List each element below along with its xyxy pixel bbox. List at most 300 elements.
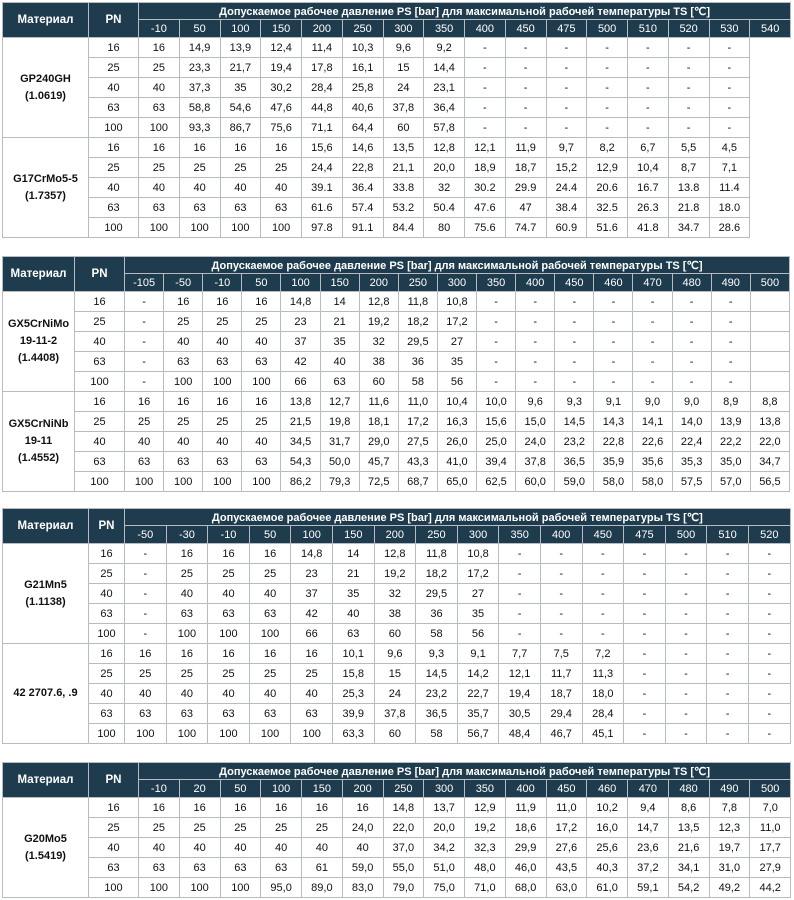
temperature-header: 100 <box>261 780 302 798</box>
temperature-header: 350 <box>465 780 506 798</box>
pressure-cell: 27,6 <box>546 838 587 858</box>
pn-header: PN <box>89 763 139 798</box>
pressure-cell: 26.3 <box>628 198 669 218</box>
pressure-cell: 25 <box>203 412 242 432</box>
pressure-cell: 16 <box>125 644 167 664</box>
pressure-cell: 40 <box>166 684 208 704</box>
pressure-cell: 12,1 <box>465 138 506 158</box>
pn-cell: 25 <box>89 564 125 584</box>
pressure-cell <box>750 292 789 312</box>
temperature-header: -10 <box>139 20 180 38</box>
pressure-cell: 33.8 <box>383 178 424 198</box>
pressure-cell: 25 <box>249 564 291 584</box>
pn-cell: 63 <box>75 352 125 372</box>
temperature-header: 500 <box>750 780 791 798</box>
pressure-cell: 63 <box>208 604 250 624</box>
pressure-cell: 25 <box>179 818 220 838</box>
pressure-cell: - <box>582 584 624 604</box>
pressure-cell: 17,2 <box>398 412 437 432</box>
pressure-cell: 63 <box>139 858 180 878</box>
pressure-cell: - <box>665 624 707 644</box>
pressure-cell: 37 <box>281 332 320 352</box>
temperature-header: 50 <box>179 20 220 38</box>
pressure-cell: 100 <box>249 624 291 644</box>
pressure-cell: 22,7 <box>457 684 499 704</box>
material-name-line: (1.1138) <box>25 595 66 608</box>
pressure-cell <box>750 352 789 372</box>
pressure-cell: 63 <box>261 198 302 218</box>
pressure-cell: 100 <box>179 878 220 898</box>
pn-cell: 40 <box>89 178 139 198</box>
pressure-cell: - <box>125 352 164 372</box>
temperature-header: 150 <box>302 780 343 798</box>
pressure-cell: 16 <box>203 292 242 312</box>
pressure-cell: 100 <box>220 218 261 238</box>
pressure-cell: 19,2 <box>374 564 416 584</box>
temperature-header: 470 <box>633 274 672 292</box>
pressure-cell: 25 <box>164 312 203 332</box>
pressure-cell: - <box>582 604 624 624</box>
temperature-header: 250 <box>383 780 424 798</box>
table-row <box>3 472 790 492</box>
pressure-cell: 47,6 <box>261 98 302 118</box>
pressure-cell: - <box>125 604 167 624</box>
pn-cell: 25 <box>89 58 139 78</box>
pressure-cell: 63 <box>179 858 220 878</box>
temperature-header: 510 <box>628 20 669 38</box>
pressure-cell: 54,2 <box>668 878 709 898</box>
pressure-cell: 23,6 <box>628 838 669 858</box>
pressure-cell: 7,8 <box>709 798 750 818</box>
material-header: Материал <box>3 3 89 38</box>
pressure-cell: 25,8 <box>342 78 383 98</box>
pressure-cell: 63 <box>203 452 242 472</box>
pressure-cell: 35,0 <box>711 452 750 472</box>
table-row <box>3 198 791 218</box>
material-name-line: 19-11 <box>24 435 53 447</box>
pressure-cell: 4,5 <box>709 138 750 158</box>
temperature-header: 450 <box>582 526 624 544</box>
pressure-cell: 80 <box>424 218 465 238</box>
pressure-table-2 <box>2 256 790 492</box>
pressure-cell: 83,0 <box>342 878 383 898</box>
pressure-cell: 17,7 <box>750 838 791 858</box>
pressure-cell: - <box>465 118 506 138</box>
pressure-cell: 16 <box>139 38 180 58</box>
pressure-cell: 15,2 <box>546 158 587 178</box>
pressure-cell: - <box>125 372 164 392</box>
pressure-cell: - <box>748 604 790 624</box>
pressure-cell: 18,9 <box>465 158 506 178</box>
pressure-cell: 63 <box>166 604 208 624</box>
material-name <box>3 138 89 238</box>
header-row <box>3 509 791 526</box>
material-name-line: (1.0619) <box>25 89 66 102</box>
pressure-cell: 35,7 <box>457 704 499 724</box>
pressure-cell: 16 <box>166 544 208 564</box>
table-row <box>3 644 791 664</box>
temperature-header: 50 <box>249 526 291 544</box>
table-row <box>3 798 791 818</box>
pressure-cell: 21,1 <box>383 158 424 178</box>
pressure-cell: - <box>505 58 546 78</box>
table-row <box>3 392 790 412</box>
pressure-cell: - <box>711 352 750 372</box>
pressure-cell: 60 <box>374 624 416 644</box>
pressure-cell: 60,0 <box>516 472 555 492</box>
pressure-cell: 24,0 <box>342 818 383 838</box>
pressure-cell: 32 <box>359 332 398 352</box>
pressure-cell: 37,3 <box>179 78 220 98</box>
pressure-cell: - <box>707 704 749 724</box>
pressure-cell: 53.2 <box>383 198 424 218</box>
table-row <box>3 724 791 744</box>
pressure-cell: 60 <box>383 118 424 138</box>
pressure-cell: 15,8 <box>332 664 374 684</box>
pressure-cell: 25 <box>166 664 208 684</box>
table-row <box>3 818 791 838</box>
pressure-cell: 12,7 <box>320 392 359 412</box>
pressure-cell: 71,1 <box>302 118 343 138</box>
table-row <box>3 218 791 238</box>
pressure-cell: 40 <box>166 584 208 604</box>
pn-cell: 100 <box>89 118 139 138</box>
pressure-cell: 35,6 <box>633 452 672 472</box>
pressure-cell: 14,5 <box>555 412 594 432</box>
pressure-cell: 24,4 <box>302 158 343 178</box>
pressure-cell: 37,8 <box>516 452 555 472</box>
pressure-cell: - <box>624 604 666 624</box>
pressure-cell: 11,8 <box>398 292 437 312</box>
pressure-cell: - <box>665 704 707 724</box>
temperature-header: 475 <box>624 526 666 544</box>
pressure-cell: 29,5 <box>398 332 437 352</box>
pressure-cell: 57.4 <box>342 198 383 218</box>
pressure-cell: 40 <box>291 684 333 704</box>
pressure-cell: 36 <box>416 604 458 624</box>
pressure-cell: 59,1 <box>628 878 669 898</box>
pressure-cell: - <box>125 292 164 312</box>
pressure-cell: - <box>546 98 587 118</box>
pressure-cell: 5,5 <box>668 138 709 158</box>
pressure-cell: - <box>711 332 750 352</box>
pressure-cell: 63 <box>332 624 374 644</box>
pressure-cell: 11,4 <box>302 38 343 58</box>
pressure-cell: - <box>546 58 587 78</box>
pressure-cell: 40 <box>203 332 242 352</box>
pressure-cell: 15,6 <box>302 138 343 158</box>
pressure-cell: 32.5 <box>587 198 628 218</box>
pressure-cell: - <box>516 372 555 392</box>
temperature-header: 200 <box>342 780 383 798</box>
header-row <box>3 763 791 780</box>
pressure-cell: 27,5 <box>398 432 437 452</box>
pressure-cell: - <box>477 312 516 332</box>
pressure-cell: 28,4 <box>302 78 343 98</box>
pressure-cell: 25,3 <box>332 684 374 704</box>
table-row <box>3 138 791 158</box>
pressure-cell: - <box>707 604 749 624</box>
pressure-cell: - <box>465 58 506 78</box>
pressure-cell: 100 <box>242 372 281 392</box>
pressure-cell: 100 <box>164 372 203 392</box>
pressure-cell: 31,7 <box>320 432 359 452</box>
pressure-cell: - <box>465 98 506 118</box>
pressure-cell: 10,2 <box>587 798 628 818</box>
pressure-cell: 100 <box>179 218 220 238</box>
pressure-cell: 22,8 <box>342 158 383 178</box>
pressure-cell: 14,0 <box>672 412 711 432</box>
pressure-cell: 26,0 <box>437 432 476 452</box>
pressure-cell: 11,0 <box>546 798 587 818</box>
pressure-cell: - <box>555 372 594 392</box>
pressure-cell: - <box>499 564 541 584</box>
pressure-cell: - <box>707 664 749 684</box>
pressure-cell: 25 <box>220 158 261 178</box>
pressure-cell: 25 <box>139 158 180 178</box>
table-title: Допускаемое рабочее давление PS [bar] для максимальной рабочей температуры TS [℃] <box>139 763 791 780</box>
pn-cell: 40 <box>75 432 125 452</box>
pressure-cell: 14,8 <box>281 292 320 312</box>
pressure-cell: 16 <box>242 292 281 312</box>
pressure-cell: 9,1 <box>594 392 633 412</box>
pressure-cell: 56,7 <box>457 724 499 744</box>
pressure-cell: 66 <box>281 372 320 392</box>
pressure-cell: - <box>499 604 541 624</box>
table-row <box>3 432 790 452</box>
pressure-cell: 25 <box>139 58 180 78</box>
pressure-cell: 14,4 <box>424 58 465 78</box>
pressure-cell: 13,8 <box>750 412 789 432</box>
pressure-cell: 25 <box>203 312 242 332</box>
pressure-cell: - <box>125 624 167 644</box>
pressure-cell: 19,2 <box>359 312 398 332</box>
pressure-cell: - <box>748 564 790 584</box>
material-name-line: G17CrMo5-5 <box>13 172 78 185</box>
table-row <box>3 604 791 624</box>
pressure-cell: 17,2 <box>457 564 499 584</box>
pressure-cell: 49,2 <box>709 878 750 898</box>
pressure-cell: 60 <box>374 724 416 744</box>
pn-cell: 100 <box>89 878 139 898</box>
temperature-header: 500 <box>587 20 628 38</box>
temperature-header: 510 <box>707 526 749 544</box>
temperature-header: 460 <box>594 274 633 292</box>
pressure-cell: 38.4 <box>546 198 587 218</box>
pressure-cell: 18,2 <box>398 312 437 332</box>
pressure-cell: 50.4 <box>424 198 465 218</box>
pressure-cell: 18,2 <box>416 564 458 584</box>
pressure-cell: 19,4 <box>261 58 302 78</box>
table-row <box>3 158 791 178</box>
temperature-header: 250 <box>342 20 383 38</box>
temperature-header: 450 <box>505 20 546 38</box>
temperature-header: -30 <box>166 526 208 544</box>
pressure-cell: 75,0 <box>424 878 465 898</box>
pressure-cell: 13,9 <box>711 412 750 432</box>
pressure-cell: 34,2 <box>424 838 465 858</box>
pressure-cell: 46,0 <box>505 858 546 878</box>
pressure-cell: - <box>668 118 709 138</box>
pressure-cell: 54,3 <box>281 452 320 472</box>
pressure-cell: - <box>624 724 666 744</box>
temperature-header: 100 <box>281 274 320 292</box>
pressure-cell: 8,2 <box>587 138 628 158</box>
pressure-cell: 17,2 <box>437 312 476 332</box>
pressure-cell: - <box>624 544 666 564</box>
pressure-cell: 40,6 <box>342 98 383 118</box>
pressure-cell: 22,4 <box>672 432 711 452</box>
pressure-cell: 75,6 <box>261 118 302 138</box>
pressure-cell: 60.9 <box>546 218 587 238</box>
pressure-cell: 25 <box>261 818 302 838</box>
pressure-cell: - <box>668 78 709 98</box>
pressure-cell: 41,0 <box>437 452 476 472</box>
pressure-cell: - <box>587 58 628 78</box>
pressure-cell: 10,8 <box>457 544 499 564</box>
pressure-cell: 35 <box>320 332 359 352</box>
material-name-line: GX5CrNiNb <box>8 418 69 430</box>
pressure-cell: 91.1 <box>342 218 383 238</box>
pressure-cell: 63 <box>249 604 291 624</box>
pressure-cell: 6,7 <box>628 138 669 158</box>
pressure-cell: - <box>477 372 516 392</box>
pressure-cell: 13.8 <box>668 178 709 198</box>
pressure-cell: 36,5 <box>416 704 458 724</box>
pn-cell: 40 <box>89 78 139 98</box>
pressure-cell: 100 <box>261 218 302 238</box>
pn-cell: 63 <box>89 704 125 724</box>
pressure-cell: 10,1 <box>332 644 374 664</box>
pressure-cell: 41.8 <box>628 218 669 238</box>
material-name-line: 42 2707.6, .9 <box>13 687 78 699</box>
pressure-cell: 39.1 <box>302 178 343 198</box>
pressure-cell: 58,0 <box>633 472 672 492</box>
pressure-cell: 11,0 <box>398 392 437 412</box>
pressure-cell: 63 <box>166 704 208 724</box>
table-row <box>3 178 791 198</box>
pressure-cell: 84.4 <box>383 218 424 238</box>
pressure-cell: 21 <box>332 564 374 584</box>
pn-cell: 25 <box>75 412 125 432</box>
pressure-cell: 30,5 <box>499 704 541 724</box>
pressure-cell <box>750 332 789 352</box>
temperature-header: 400 <box>505 780 546 798</box>
pressure-cell: 35 <box>457 604 499 624</box>
pn-cell: 40 <box>89 838 139 858</box>
pressure-cell: 71,0 <box>465 878 506 898</box>
pressure-cell: 25,6 <box>587 838 628 858</box>
pressure-cell: 45,7 <box>359 452 398 472</box>
pressure-cell: 35,3 <box>672 452 711 472</box>
pn-cell: 100 <box>75 472 125 492</box>
pressure-cell: 10,3 <box>342 38 383 58</box>
material-name-line: (1.7357) <box>25 189 66 202</box>
pressure-cell: 9,0 <box>672 392 711 412</box>
temperature-header: 400 <box>516 274 555 292</box>
pressure-cell: - <box>665 544 707 564</box>
pressure-cell: 40 <box>220 178 261 198</box>
temperature-header: -10 <box>139 780 180 798</box>
temperature-header: 520 <box>668 20 709 38</box>
pressure-cell: - <box>711 372 750 392</box>
pressure-cell: - <box>465 38 506 58</box>
table-row <box>3 584 791 604</box>
pressure-cell: - <box>582 544 624 564</box>
pressure-cell: - <box>624 684 666 704</box>
header-row <box>3 257 790 274</box>
pressure-cell: 12,9 <box>465 798 506 818</box>
pressure-cell: 16 <box>342 798 383 818</box>
pressure-cell: - <box>477 352 516 372</box>
material-name <box>3 644 89 744</box>
pressure-cell: - <box>672 332 711 352</box>
header-row <box>3 3 791 20</box>
pressure-cell: - <box>540 584 582 604</box>
table-title: Допускаемое рабочее давление PS [bar] для максимальной рабочей температуры TS [℃] <box>125 509 791 526</box>
pressure-cell: 28.6 <box>709 218 750 238</box>
pressure-cell: 58 <box>416 724 458 744</box>
pressure-cell: 65,0 <box>437 472 476 492</box>
pressure-cell: 43,3 <box>398 452 437 472</box>
pressure-cell: 68,0 <box>505 878 546 898</box>
temperature-header: 500 <box>665 526 707 544</box>
pressure-cell: 11,8 <box>416 544 458 564</box>
pressure-cell: - <box>633 372 672 392</box>
table-row <box>3 412 790 432</box>
pressure-cell: 63 <box>261 858 302 878</box>
pressure-cell: 28,4 <box>582 704 624 724</box>
pressure-cell: - <box>748 704 790 724</box>
pressure-cell: 22,6 <box>633 432 672 452</box>
table-row <box>3 452 790 472</box>
temperature-header: 490 <box>709 780 750 798</box>
pressure-cell: 51,0 <box>424 858 465 878</box>
pressure-cell: 16 <box>139 798 180 818</box>
pressure-cell: - <box>125 332 164 352</box>
material-name-line: (1.4408) <box>18 352 59 364</box>
pressure-cell: - <box>672 352 711 372</box>
pressure-cell: - <box>582 564 624 584</box>
pn-cell: 16 <box>89 544 125 564</box>
pressure-cell: 16 <box>220 138 261 158</box>
pressure-cell: 9,1 <box>457 644 499 664</box>
pressure-cell: 19,8 <box>320 412 359 432</box>
pressure-cell: 63 <box>208 704 250 724</box>
pressure-cell: 57,8 <box>424 118 465 138</box>
pressure-cell: 40 <box>249 584 291 604</box>
pressure-cell: - <box>624 564 666 584</box>
pressure-cell: 9,6 <box>516 392 555 412</box>
pressure-cell: 63 <box>220 198 261 218</box>
pressure-cell: 40 <box>332 604 374 624</box>
pressure-cell: 23,1 <box>424 78 465 98</box>
table-row <box>3 352 790 372</box>
pressure-cell: - <box>628 118 669 138</box>
pressure-cell: 14,3 <box>594 412 633 432</box>
pressure-cell: - <box>665 604 707 624</box>
pressure-cell: - <box>540 604 582 624</box>
pressure-cell: - <box>594 332 633 352</box>
pressure-cell: 16 <box>164 392 203 412</box>
table-row <box>3 372 790 392</box>
pressure-cell: 45,1 <box>582 724 624 744</box>
pn-cell: 40 <box>89 684 125 704</box>
temperature-header: 470 <box>628 780 669 798</box>
pressure-cell: 64,4 <box>342 118 383 138</box>
pressure-cell: 35 <box>220 78 261 98</box>
pressure-cell: - <box>628 38 669 58</box>
